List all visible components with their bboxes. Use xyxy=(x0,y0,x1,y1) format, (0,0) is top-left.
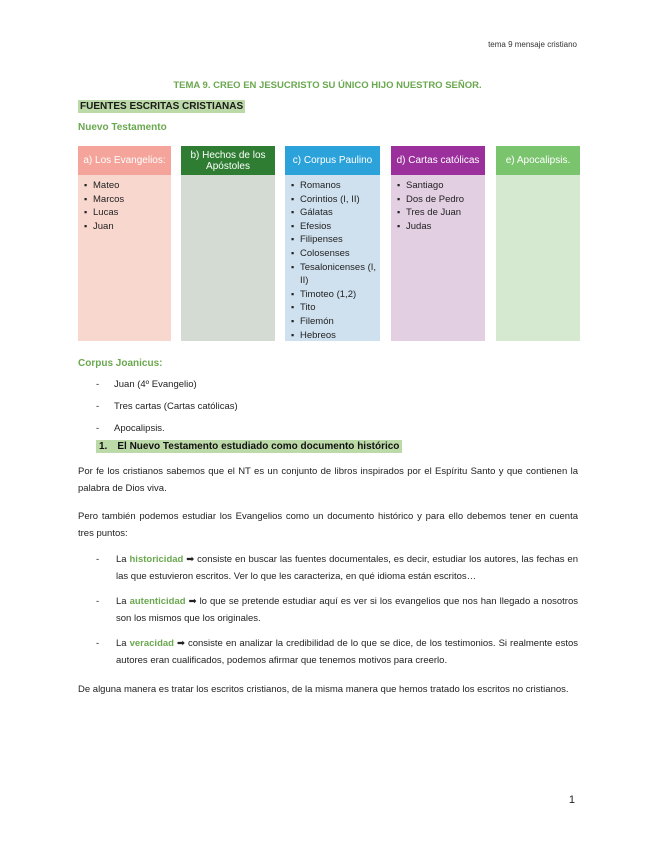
list-item-text: Apocalipsis. xyxy=(114,423,165,434)
nt-column-corpus-paulino xyxy=(285,146,380,341)
section-heading-nt-historico xyxy=(96,440,402,453)
list-item xyxy=(96,421,238,436)
arrow-icon: ➡ xyxy=(186,554,195,565)
paragraph-historico: Pero también podemos estudiar los Evangelios como un documento histórico y para ello debemos tener en cuenta tres puntos: xyxy=(78,511,578,539)
dash-bullet: - xyxy=(96,423,100,434)
nt-book: ▪ Lucas xyxy=(84,206,171,220)
page-number: 1 xyxy=(568,794,575,806)
document-title: TEMA 9. CREO EN JESUCRISTO SU ÚNICO HIJO NUESTRO SEÑOR. xyxy=(173,80,482,91)
list-item xyxy=(96,377,238,392)
arrow-icon: ➡ xyxy=(176,638,185,649)
nt-book: ▪ Juan xyxy=(84,220,171,234)
nt-book: ▪ Efesios xyxy=(291,220,380,234)
dash-bullet: - xyxy=(96,554,100,565)
list-item-text: Juan (4º Evangelio) xyxy=(114,379,197,390)
nt-books-diagram xyxy=(78,146,580,341)
arrow-icon: ➡ xyxy=(188,596,197,607)
nt-book: ▪ Colosenses xyxy=(291,247,380,261)
nt-book: ▪ Tres de Juan xyxy=(397,206,485,220)
nt-book: ▪ Judas xyxy=(397,220,485,234)
point-prefix: La xyxy=(116,596,130,607)
nt-book: ▪ Dos de Pedro xyxy=(397,193,485,207)
term-veracidad: veracidad xyxy=(129,638,174,649)
nt-book: ▪ Hebreos xyxy=(291,329,380,343)
nt-column-body xyxy=(496,175,580,341)
nt-book: ▪ Filipenses xyxy=(291,233,380,247)
nt-column-header: a) Los Evangelios: xyxy=(78,146,171,175)
nt-column-body xyxy=(391,175,485,341)
nt-column-header: b) Hechos de los Apóstoles xyxy=(181,146,275,175)
running-header: tema 9 mensaje cristiano xyxy=(488,40,577,49)
term-historicidad: historicidad xyxy=(129,554,184,565)
paragraph-conclusion: De alguna manera es tratar los escritos cristianos, de la misma manera que hemos tratado los escritos no cristianos. xyxy=(78,684,569,695)
nt-book: ▪ Mateo xyxy=(84,179,171,193)
point-text: lo que se pretende estudiar aquí es ver si los evangelios que nos han llegado a nosotros son los mismos que los originales. xyxy=(116,596,578,624)
list-item-veracidad xyxy=(96,635,578,669)
corpus-joanicus-list xyxy=(96,377,238,436)
subheading-corpus-joanicus: Corpus Joanicus: xyxy=(78,358,163,369)
nt-column-header: c) Corpus Paulino xyxy=(285,146,380,175)
nt-column-apocalipsis xyxy=(496,146,580,341)
dash-bullet: - xyxy=(96,379,100,390)
three-points-list xyxy=(96,551,578,677)
list-item-autenticidad xyxy=(96,593,578,627)
nt-column-body xyxy=(285,175,380,341)
point-prefix: La xyxy=(116,638,130,649)
section-heading-fuentes: FUENTES ESCRITAS CRISTIANAS xyxy=(80,101,244,112)
paragraph-fe: Por fe los cristianos sabemos que el NT es un conjunto de libros inspirados por el Espíritu Santo y que contienen la palabra de Dios viva. xyxy=(78,466,578,494)
nt-column-evangelios xyxy=(78,146,171,341)
list-item-text: Tres cartas (Cartas católicas) xyxy=(114,401,238,412)
nt-column-body xyxy=(78,175,171,341)
list-item-historicidad xyxy=(96,551,578,585)
nt-book: ▪ Timoteo (1,2) xyxy=(291,288,380,302)
nt-book: ▪ Tesalonicenses (I, II) xyxy=(291,261,380,288)
nt-book: ▪ Corintios (I, II) xyxy=(291,193,380,207)
subheading-nuevo-testamento: Nuevo Testamento xyxy=(78,122,167,133)
section-title: El Nuevo Testamento estudiado como documento histórico xyxy=(117,441,400,452)
term-autenticidad: autenticidad xyxy=(129,596,186,607)
nt-book: ▪ Gálatas xyxy=(291,206,380,220)
point-text: consiste en analizar la credibilidad de lo que se dice, de los testimonios. Si realmente estos autores eran cualificados, podemos afirmar que tenemos motivos para creerlo. xyxy=(116,638,578,666)
nt-column-hechos xyxy=(181,146,275,341)
nt-book: ▪ Tito xyxy=(291,301,380,315)
list-item xyxy=(96,399,238,414)
nt-column-header: e) Apocalipsis. xyxy=(496,146,580,175)
dash-bullet: - xyxy=(96,638,100,649)
nt-book: ▪ Filemón xyxy=(291,315,380,329)
dash-bullet: - xyxy=(96,401,100,412)
nt-column-header: d) Cartas católicas xyxy=(391,146,485,175)
point-prefix: La xyxy=(116,554,130,565)
nt-book: ▪ Marcos xyxy=(84,193,171,207)
dash-bullet: - xyxy=(96,596,100,607)
section-number: 1. xyxy=(99,441,108,452)
nt-column-cartas-catolicas xyxy=(391,146,485,341)
nt-book: ▪ Santiago xyxy=(397,179,485,193)
nt-column-body xyxy=(181,175,275,341)
nt-book: ▪ Romanos xyxy=(291,179,380,193)
point-text: consiste en buscar las fuentes documentales, es decir, estudiar los autores, las fechas en las que estuvieron escritos. Ver lo que les caracteriza, en qué idioma están escritos… xyxy=(116,554,578,582)
